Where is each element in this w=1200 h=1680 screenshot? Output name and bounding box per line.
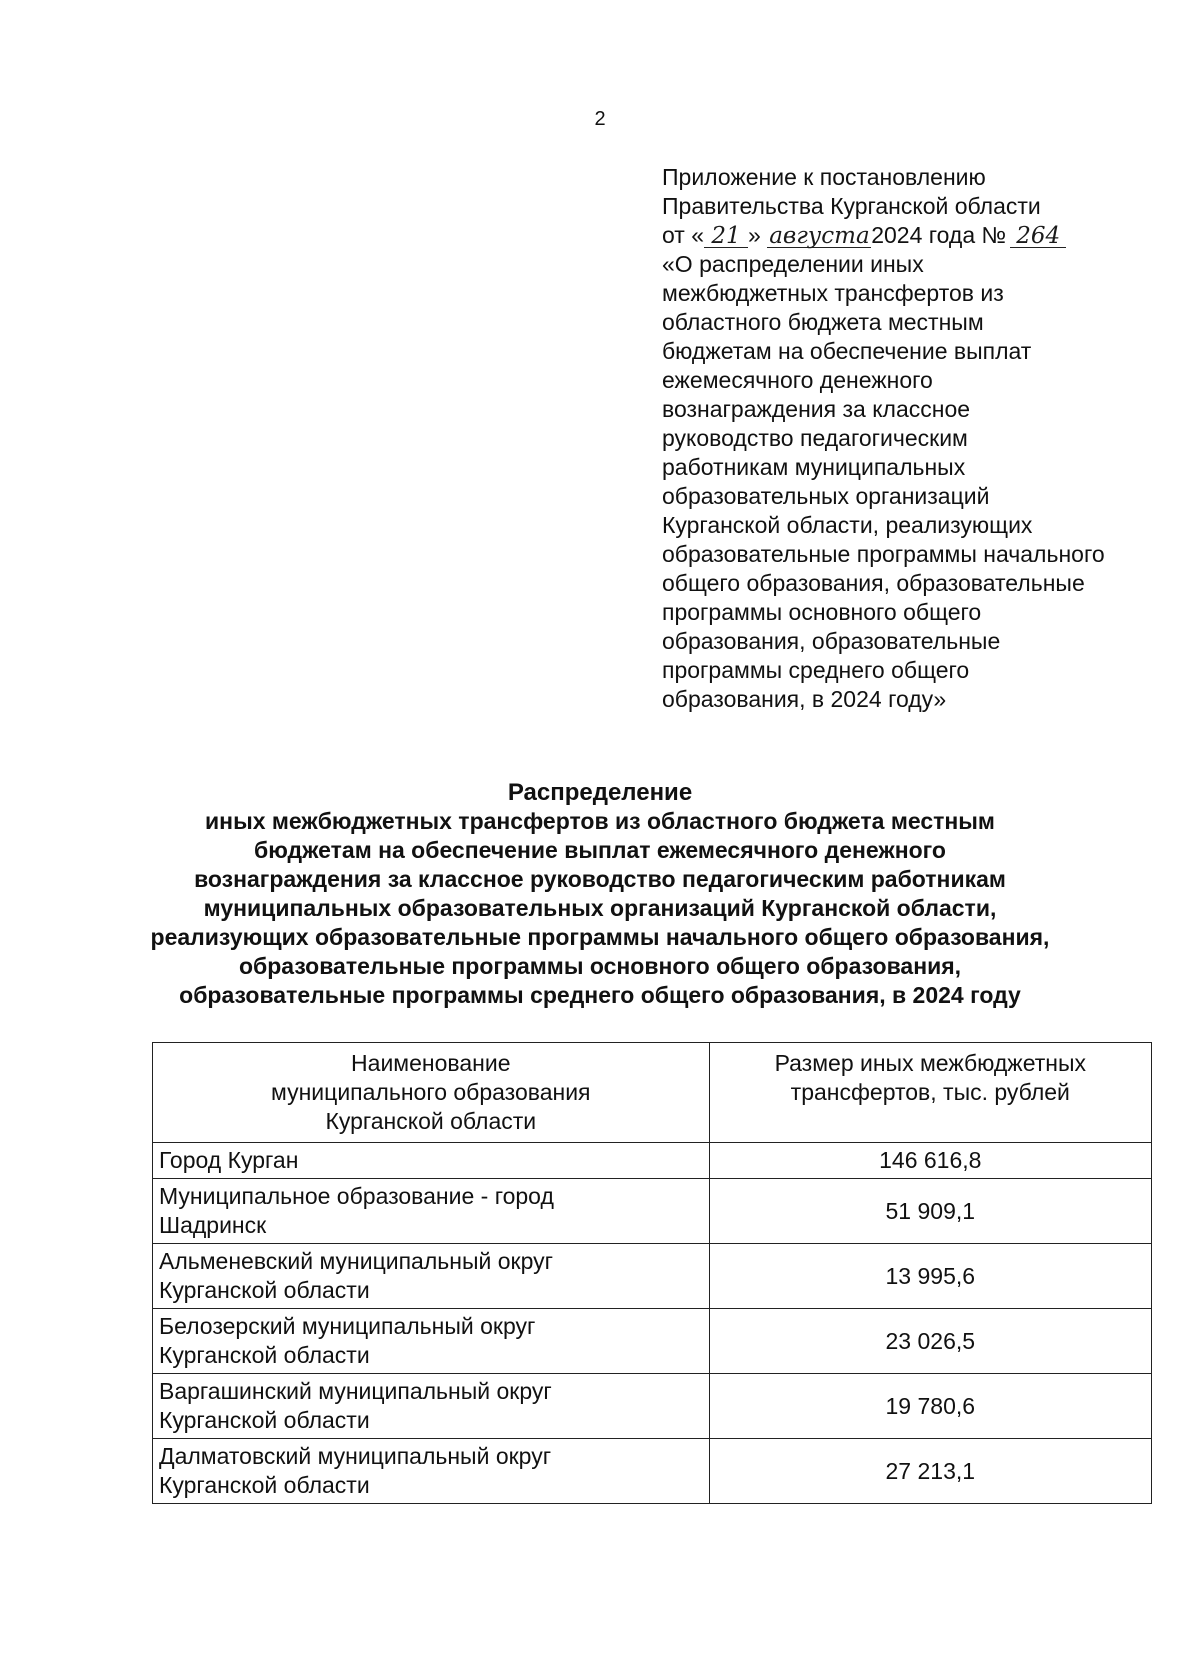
date-prefix: от « — [662, 222, 705, 248]
municipality-name: Далматовский муниципальный округ Курганской области — [153, 1439, 710, 1504]
table-row — [153, 1179, 1152, 1244]
transfer-amount: 23 026,5 — [709, 1309, 1151, 1374]
handwritten-day: 21 — [704, 225, 748, 248]
page-number: 2 — [594, 108, 606, 130]
title-line: образовательные программы среднего общего образования, в 2024 году — [179, 982, 1021, 1008]
appendix-block — [662, 163, 1162, 714]
transfer-amount: 27 213,1 — [709, 1439, 1151, 1504]
transfer-amount: 51 909,1 — [709, 1179, 1151, 1244]
appendix-subject-line: ежемесячного денежного — [662, 367, 933, 393]
appendix-subject-line: образовательных организаций — [662, 483, 990, 509]
date-mid: » — [748, 222, 761, 248]
title-line: вознаграждения за классное руководство педагогическим работникам — [194, 866, 1006, 892]
date-year: 2024 года № — [871, 222, 1007, 248]
appendix-subject-line: Курганской области, реализующих — [662, 512, 1033, 538]
appendix-subject-line: вознаграждения за классное — [662, 396, 971, 422]
title-heading: Распределение — [507, 779, 693, 806]
table-row — [153, 1439, 1152, 1504]
appendix-line: Приложение к постановлению — [662, 164, 986, 190]
header-municipality: Наименование муниципального образования Курганской области — [153, 1043, 710, 1143]
handwritten-month: августа — [769, 223, 870, 249]
municipality-name: Город Курган — [153, 1143, 710, 1179]
table-row — [153, 1309, 1152, 1374]
appendix-subject-line: руководство педагогическим — [662, 425, 968, 451]
header-amount: Размер иных межбюджетных трансфертов, тыс. рублей — [709, 1043, 1151, 1143]
title-line: иных межбюджетных трансфертов из областного бюджета местным — [205, 808, 995, 834]
appendix-subject-line: областного бюджета местным — [662, 309, 984, 335]
table-row — [153, 1143, 1152, 1179]
appendix-subject-line: образования, образовательные — [662, 628, 1001, 654]
transfer-amount: 13 995,6 — [709, 1244, 1151, 1309]
appendix-subject-line: работникам муниципальных — [662, 454, 966, 480]
appendix-subject-line: программы основного общего — [662, 599, 982, 625]
handwritten-doc-number: 264 — [1010, 225, 1066, 248]
document-title — [0, 778, 1200, 1010]
municipality-name: Альменевский муниципальный округ Курганской области — [153, 1244, 710, 1309]
appendix-line: Правительства Курганской области — [662, 193, 1041, 219]
appendix-subject-line: бюджетам на обеспечение выплат — [662, 338, 1032, 364]
title-line: муниципальных образовательных организаций Курганской области, — [203, 895, 997, 921]
municipality-name: Муниципальное образование - город Шадринск — [153, 1179, 710, 1244]
title-line: образовательные программы основного общего образования, — [238, 953, 962, 979]
transfer-amount: 146 616,8 — [709, 1143, 1151, 1179]
title-line: реализующих образовательные программы начального общего образования, — [150, 924, 1050, 950]
table-header-row — [153, 1043, 1152, 1143]
municipality-name: Белозерский муниципальный округ Курганской области — [153, 1309, 710, 1374]
title-line: бюджетам на обеспечение выплат ежемесячного денежного — [254, 837, 946, 863]
table-row — [153, 1244, 1152, 1309]
table-row — [153, 1374, 1152, 1439]
appendix-subject-line: образования, в 2024 году» — [662, 686, 947, 712]
appendix-subject-line: программы среднего общего — [662, 657, 970, 683]
municipality-name: Варгашинский муниципальный округ Курганской области — [153, 1374, 710, 1439]
appendix-subject-line: «О распределении иных — [662, 251, 924, 277]
appendix-subject-line: межбюджетных трансфертов из — [662, 280, 1004, 306]
appendix-subject-line: общего образования, образовательные — [662, 570, 1085, 596]
appendix-date-line — [662, 221, 1162, 250]
transfer-amount: 19 780,6 — [709, 1374, 1151, 1439]
appendix-subject-line: образовательные программы начального — [662, 541, 1105, 567]
distribution-table — [152, 1042, 1152, 1504]
